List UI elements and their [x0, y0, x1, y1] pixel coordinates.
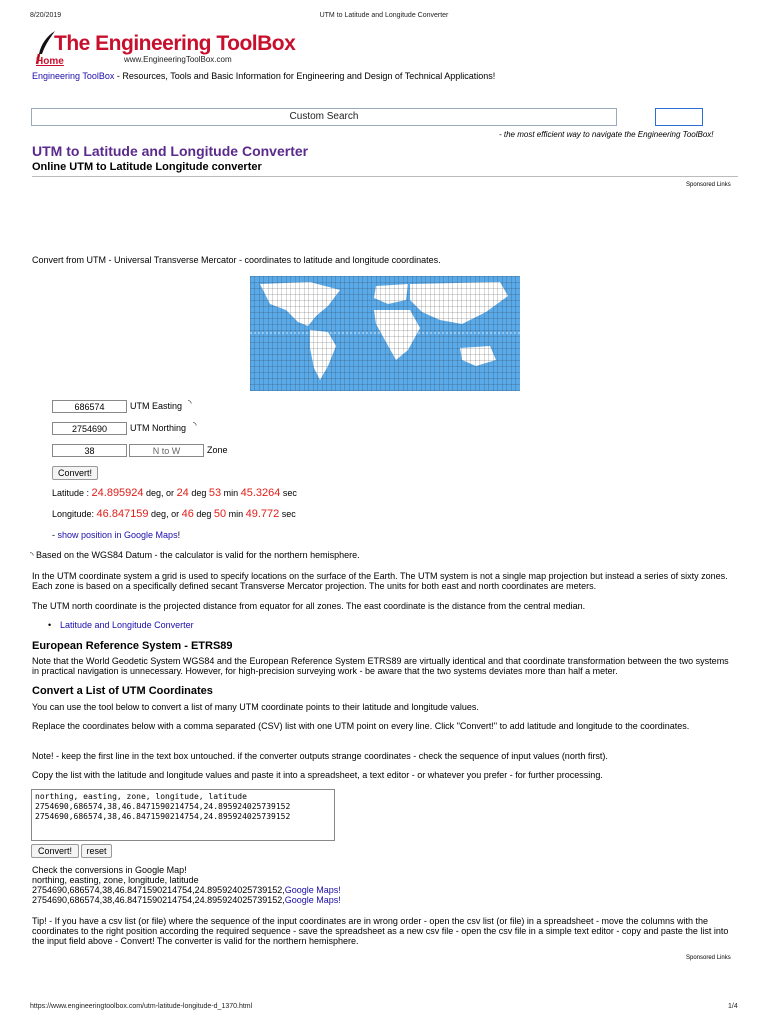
- google-maps-line: - show position in Google Maps!: [52, 530, 181, 540]
- list-p4: Copy the list with the latitude and longitude values and paste it into a spreadsheet, a text editor - or whatever you prefer - for further processing.: [32, 770, 603, 780]
- search-note: - the most efficient way to navigate the Engineering ToolBox!: [499, 130, 714, 139]
- home-link[interactable]: Home: [36, 56, 64, 67]
- search-input[interactable]: Custom Search: [31, 108, 617, 126]
- footnote-icon: ◝: [193, 420, 197, 430]
- page-subtitle: Online UTM to Latitude Longitude converter: [32, 161, 262, 173]
- site-logo[interactable]: The Engineering ToolBox: [54, 32, 296, 55]
- tip-text: Tip! - If you have a csv list (or file) where the sequence of the input coordinates are in wrong order - open the csv list (or file) in a spreadsheet - move the columns with the coordinates to the right position according the required sequence - save the spreadsheet as a new csv file - open the csv file in a simple text editor - copy and paste the list into the input field above - Convert! The converter is valid for the northern hemisphere.: [32, 916, 729, 946]
- check-row: 2754690,686574,38,46.8471590214754,24.895924025739152,Google Maps!: [32, 885, 341, 895]
- print-date: 8/20/2019: [30, 12, 62, 19]
- easting-label: UTM Easting: [130, 401, 183, 411]
- search-button[interactable]: [655, 108, 703, 126]
- print-url: https://www.engineeringtoolbox.com/utm-latitude-longitude-d_1370.html: [30, 1003, 253, 1010]
- list-bullet: •: [48, 620, 52, 630]
- zone-select[interactable]: N to W: [129, 444, 204, 457]
- lat-lon-converter-link[interactable]: Latitude and Longitude Converter: [60, 620, 194, 630]
- zone-input[interactable]: 38: [52, 444, 127, 457]
- page-title: UTM to Latitude and Longitude Converter: [32, 143, 309, 159]
- etrs-text: Note that the World Geodetic System WGS84 and the European Reference System ETRS89 are virtually identical and that coordinate transformation between the two systems in practical navigation is unnecessary. However, for high-precision surveying work - be aware that the two systems deviates more than half a meter.: [32, 656, 729, 676]
- check-header: northing, easting, zone, longitude, latitude: [32, 875, 199, 885]
- list-p1: You can use the tool below to convert a list of many UTM coordinate points to their latitude and longitude values.: [32, 702, 479, 712]
- divider: [32, 176, 738, 177]
- latitude-result: Latitude : 24.895924 deg, or 24 deg 53 min 45.3264 sec: [52, 487, 297, 499]
- utm-world-map: [250, 276, 520, 391]
- utm-description: In the UTM coordinate system a grid is used to specify locations on the surface of the Earth. The UTM system is not a single map projection but instead a series of sixty zones. Each zone is based on a specifically defined secant Transverse Mercator projection. The units for both east and north coordinates are meters.: [32, 571, 728, 591]
- datum-note: ◝ Based on the WGS84 Datum - the calculator is valid for the northern hemisphere.: [30, 550, 360, 560]
- tagline: Engineering ToolBox - Resources, Tools and Basic Information for Engineering and Design of Technical Applications!: [32, 71, 496, 81]
- longitude-result: Longitude: 46.847159 deg, or 46 deg 50 min 49.772 sec: [52, 508, 296, 520]
- tagline-link[interactable]: Engineering ToolBox: [32, 71, 115, 81]
- google-maps-link[interactable]: Google Maps!: [284, 895, 341, 905]
- print-page-number: 1/4: [728, 1003, 738, 1010]
- intro-text: Convert from UTM - Universal Transverse Mercator - coordinates to latitude and longitude coordinates.: [32, 255, 441, 265]
- list-convert-button[interactable]: Convert!: [31, 844, 79, 858]
- print-title: UTM to Latitude and Longitude Converter: [319, 12, 449, 19]
- list-heading: Convert a List of UTM Coordinates: [32, 685, 213, 697]
- check-title: Check the conversions in Google Map!: [32, 865, 187, 875]
- utm-north-description: The UTM north coordinate is the projected distance from equator for all zones. The east coordinate is the distance from the central median.: [32, 601, 586, 611]
- sponsored-label-2: Sponsored Links: [686, 955, 731, 961]
- zone-label: Zone: [207, 445, 228, 455]
- csv-textarea[interactable]: northing, easting, zone, longitude, latitude 2754690,686574,38,46.8471590214754,24.895924025739152 2754690,686574,38,46.8471590214754,24.895924025739152: [31, 789, 335, 841]
- etrs-heading: European Reference System - ETRS89: [32, 640, 233, 652]
- logo-url: www.EngineeringToolBox.com: [124, 55, 232, 64]
- list-p2: Replace the coordinates below with a comma separated (CSV) list with one UTM point on every line. Click "Convert!" to add latitude and longitude to the coordinates.: [32, 721, 690, 731]
- convert-button[interactable]: Convert!: [52, 466, 98, 480]
- google-maps-link[interactable]: show position in Google Maps: [57, 530, 178, 540]
- northing-input[interactable]: 2754690: [52, 422, 127, 435]
- footnote-icon: ◝: [30, 550, 34, 560]
- list-p3: Note! - keep the first line in the text box untouched. if the converter outputs strange coordinates - check the sequence of input values (north first).: [32, 751, 608, 761]
- google-maps-link[interactable]: Google Maps!: [284, 885, 341, 895]
- footnote-icon: ◝: [188, 398, 192, 408]
- easting-input[interactable]: 686574: [52, 400, 127, 413]
- check-row: 2754690,686574,38,46.8471590214754,24.895924025739152,Google Maps!: [32, 895, 341, 905]
- reset-button[interactable]: reset: [81, 844, 112, 858]
- northing-label: UTM Northing: [130, 423, 187, 433]
- sponsored-label: Sponsored Links: [686, 182, 731, 188]
